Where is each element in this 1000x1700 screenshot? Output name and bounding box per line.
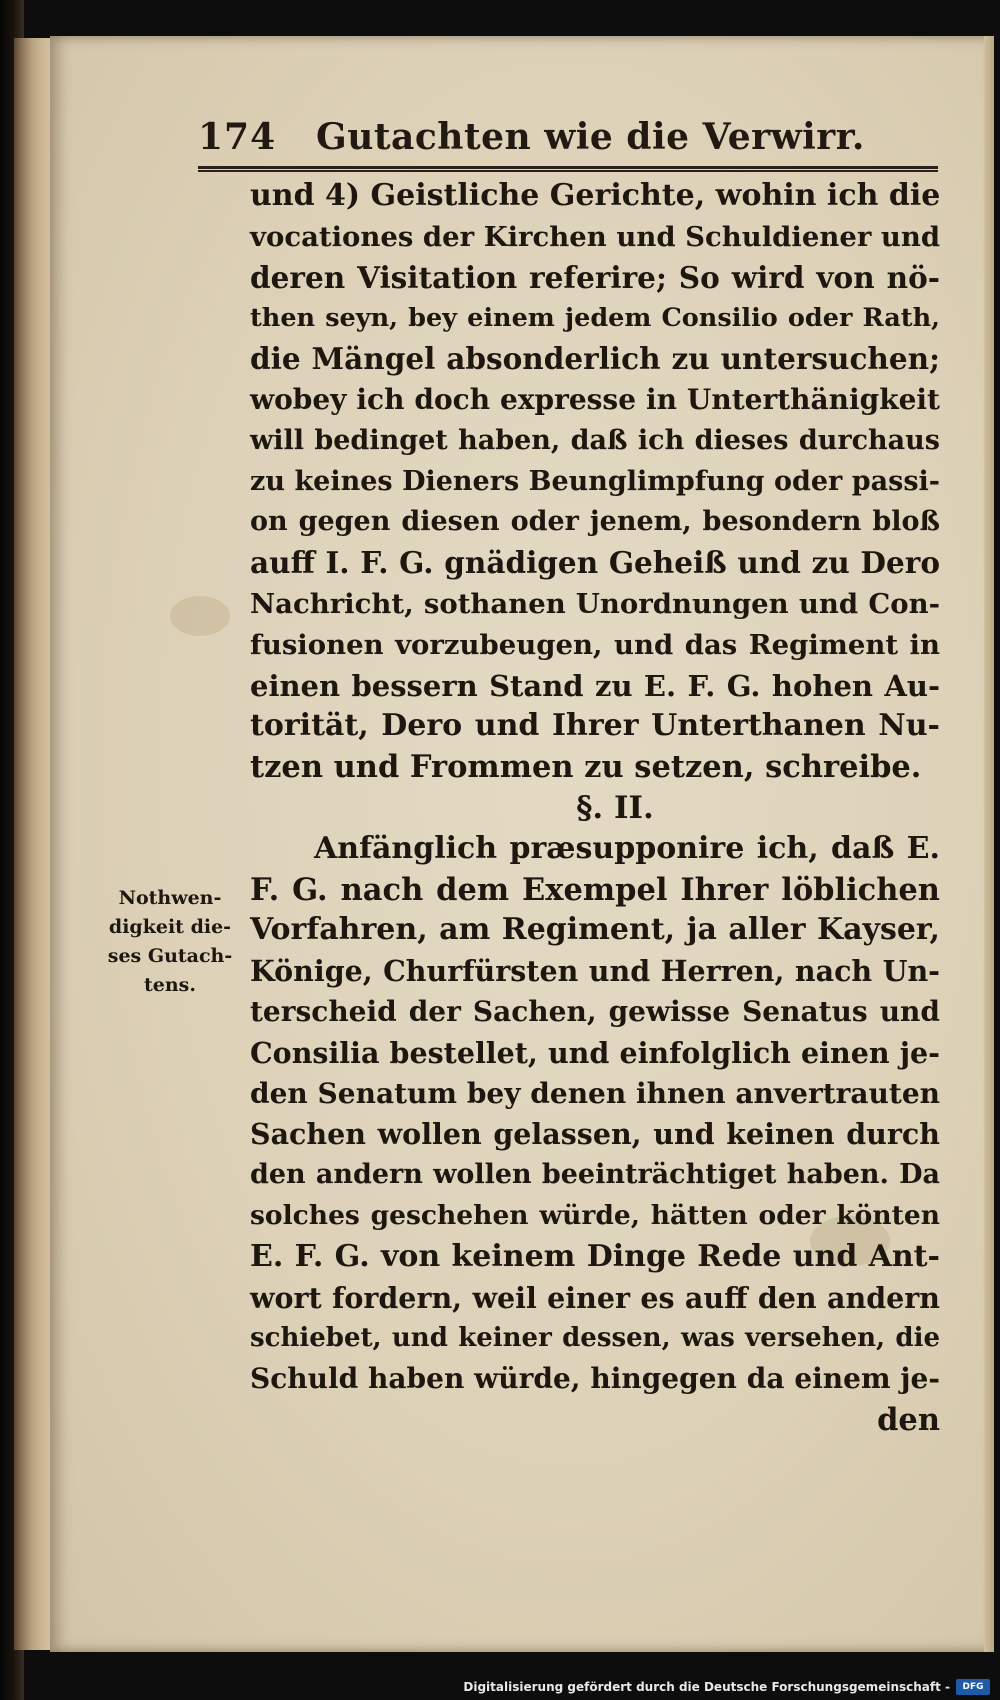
text-line: auff I. F. G. gnädigen Geheiß und zu Dero [250,545,940,581]
text-line: die Mängel absonderlich zu untersuchen; [250,341,940,377]
footer-credit: Digitalisierung gefördert durch die Deutsche Forschungsgemeinschaft - [463,1680,950,1694]
text-line: und 4) Geistliche Gerichte, wohin ich die [250,178,941,213]
margin-note-line: digkeit die- [108,916,232,938]
body-text [250,176,940,1441]
catchword: den [877,1401,940,1438]
footer-bar [453,1674,1000,1700]
section-line: Consilia bestellet, und einfolglich einen je- [250,1035,940,1070]
text-line: fusionen vorzubeugen, und das Regiment in [250,628,940,661]
section-line: terscheid der Sachen, gewisse Senatus und [250,994,940,1028]
section-line: Anfänglich præsupponire ich, daß E. [314,830,940,866]
margin-note [96,884,244,1000]
section-line: Könige, Churfürsten und Herren, nach Un- [250,954,940,989]
margin-note-line: tens. [144,974,196,996]
running-title: Gutachten wie die Verwirr. [316,116,865,158]
section-heading: §. II. [576,789,654,826]
text-line: wobey ich doch expresse in Unterthänigkeit [250,382,940,416]
text-line: einen bessern Stand zu E. F. G. hohen Au- [250,668,940,703]
page-edge-right [984,36,994,1652]
section-line: solches geschehen würde, hätten oder könten [250,1199,940,1231]
text-line: torität, Dero und Ihrer Unterthanen Nu- [250,708,940,744]
text-line: tzen und Frommen zu setzen, schreibe. [250,749,922,786]
section-line: Schuld haben würde, hingegen da einem je- [250,1362,940,1396]
section-line: den Senatum bey denen ihnen anvertrauten [250,1076,940,1110]
header-rule [198,166,938,172]
section-line: E. F. G. von keinem Dinge Rede und Ant- [250,1238,940,1274]
section-line: schiebet, und keiner dessen, was versehen, die [250,1323,940,1354]
text-line: Nachricht, sothanen Unordnungen und Con- [250,587,940,620]
text-line: vocationes der Kirchen und Schuldiener und [250,220,941,253]
page-number: 174 [198,116,277,158]
page-header [198,112,938,164]
margin-note-line: ses Gutach- [107,945,233,967]
dfg-logo: DFG [956,1679,990,1695]
text-line: deren Visitation referire; So wird von nö- [250,259,940,295]
page-edges [14,38,54,1650]
section-line: F. G. nach dem Exempel Ihrer löblichen [250,871,940,908]
text-line: on gegen diesen oder jenem, besondern bloß [250,506,940,538]
text-line: zu keines Dieners Beunglimpfung oder passi- [250,465,940,497]
section-line: Vorfahren, am Regiment, ja aller Kayser, [250,912,940,948]
paper-stain [170,596,230,636]
section-line: den andern wollen beeinträchtiget haben. Da [250,1159,940,1191]
text-line: will bedinget haben, daß ich dieses durchaus [250,424,940,456]
text-line: then seyn, bey einem jedem Consilio oder Rath, [250,303,940,334]
section-line: Sachen wollen gelassen, und keinen durch [250,1117,940,1152]
section-line: wort fordern, weil einer es auff den andern [250,1280,940,1315]
margin-note-line: Nothwen- [118,887,222,909]
